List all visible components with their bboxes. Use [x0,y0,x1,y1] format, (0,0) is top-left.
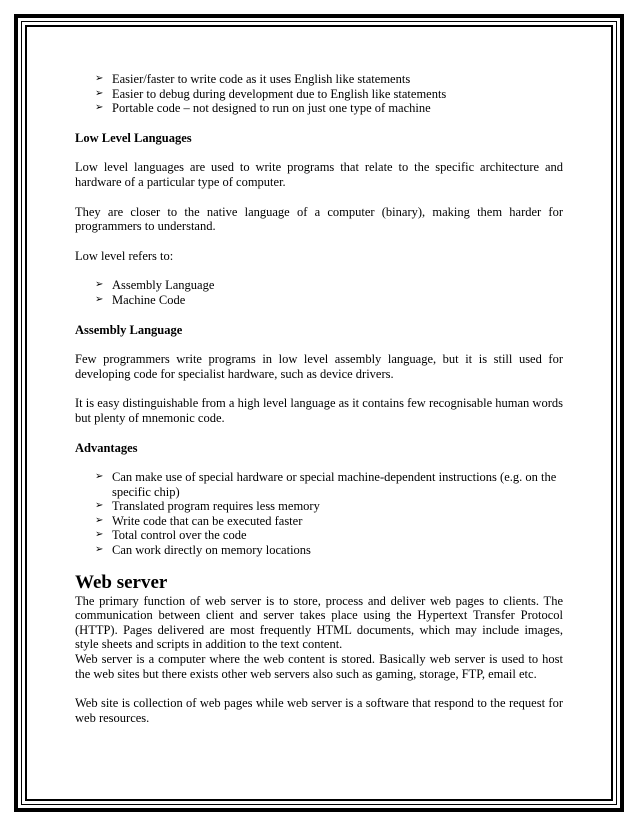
arrow-bullet-icon: ➢ [95,279,104,291]
low-level-paragraph-3: Low level refers to: [75,248,174,263]
assembly-heading: Assembly Language [75,322,183,337]
assembly-paragraph-1: Few programmers write programs in low level assembly language, but it is still used for developing code for specialist hardware, such as device drivers. [75,352,563,381]
arrow-bullet-icon: ➢ [95,471,104,483]
list-item: ➢ Easier to debug during development due to English like statements [95,86,447,101]
arrow-bullet-icon: ➢ [95,500,104,512]
list-item: ➢ Machine Code [95,292,186,307]
low-level-heading: Low Level Languages [75,130,192,145]
list-item: ➢ Total control over the code [95,528,247,543]
arrow-bullet-icon: ➢ [95,73,104,84]
web-server-heading: Web server [75,571,168,593]
list-item: ➢ Can make use of special hardware or special machine-dependent instructions (e.g. on the specific chip) [95,470,557,499]
list-item: ➢ Easier/faster to write code as it uses English like statements [95,72,411,86]
low-level-paragraph-1: Low level languages are used to write programs that relate to the specific architecture and hardware of a particular type of computer. [75,160,563,189]
list-item: ➢ Translated program requires less memory [95,499,320,514]
arrow-bullet-icon: ➢ [95,544,104,556]
arrow-bullet-icon: ➢ [95,514,104,526]
advantages-list [75,470,563,558]
list-item: ➢ Portable code – not designed to run on just one type of machine [95,101,431,116]
list-item: ➢ Assembly Language [95,278,215,293]
low-level-list [75,278,563,307]
low-level-paragraph-2: They are closer to the native language of a computer (binary), making them harder for programmers to understand. [75,204,563,234]
web-server-paragraph-2: Web server is a computer where the web content is stored. Basically web server is used to host the web sites but there exists other web servers also such as gaming, storage, FTP, email etc. [75,652,563,681]
assembly-paragraph-2: It is easy distinguishable from a high level language as it contains few recognisable human words but plenty of mnemonic code. [75,396,563,425]
features-list [75,72,563,116]
list-item: ➢ Write code that can be executed faster [95,513,303,528]
web-server-paragraph-1: The primary function of web server is to store, process and deliver web pages to clients. The communication between client and server takes place using the Hypertext Transfer Protocol (HTTP). Pages delivered are most frequently HTML documents, which may include images, style sheets and scripts in addition to the text content. [75,593,563,652]
arrow-bullet-icon: ➢ [95,529,104,541]
advantages-heading: Advantages [75,440,138,455]
web-server-paragraph-3: Web site is collection of web pages while web server is a software that respond to the request for web resources. [75,696,563,725]
document-body [75,72,563,725]
arrow-bullet-icon: ➢ [95,87,104,99]
arrow-bullet-icon: ➢ [95,102,104,114]
arrow-bullet-icon: ➢ [95,293,104,305]
list-item: ➢ Can work directly on memory locations [95,543,311,558]
